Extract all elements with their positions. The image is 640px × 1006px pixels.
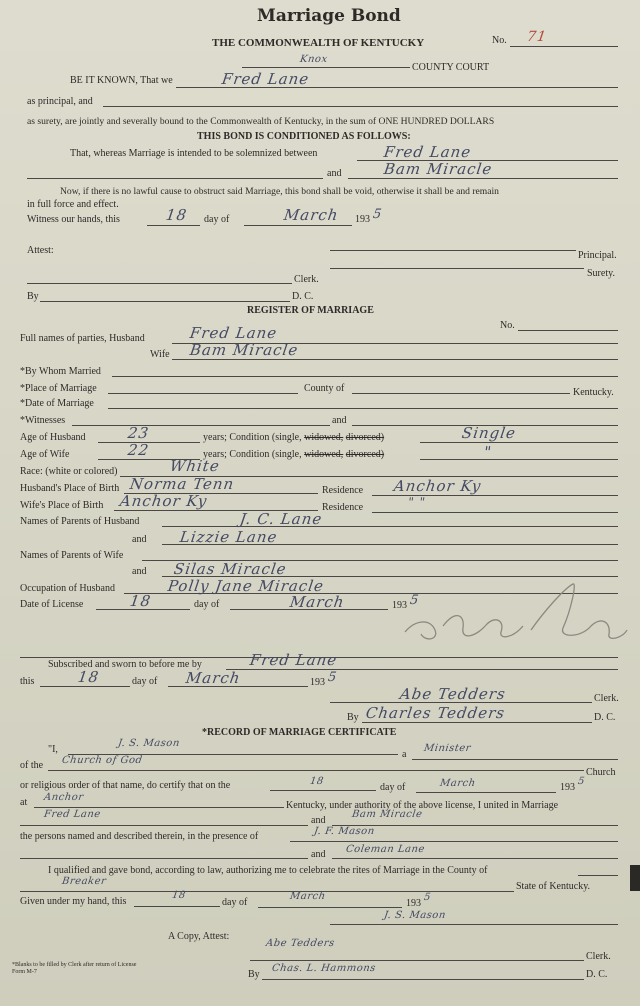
cert-year-prefix: 193 xyxy=(560,782,575,793)
condition-husband: Single xyxy=(460,424,518,442)
kentucky-authority-text: Kentucky, under authority of the above license, I united in Marriage xyxy=(286,800,559,811)
date-label: *Date of Marriage xyxy=(20,398,94,409)
qualified-text: I qualified and gave bond, according to law, authorizing me to celebrate the rites of Marriage in the County of xyxy=(48,865,488,876)
husband-name: Fred Lane xyxy=(188,324,279,342)
parents-wife-and: and xyxy=(132,566,147,577)
register-dc-signature: Charles Tedders xyxy=(364,704,507,722)
license-year: 5 xyxy=(408,593,421,608)
cert-county: Breaker xyxy=(61,876,108,887)
by-whom-label: *By Whom Married xyxy=(20,366,101,377)
husband-birth-label: Husband's Place of Birth xyxy=(20,483,120,494)
officiant-role: Minister xyxy=(423,743,472,754)
footnote-line2: Form M-7 xyxy=(12,969,37,975)
wife-residence: " " xyxy=(407,495,427,509)
register-clerk-signature: Abe Tedders xyxy=(398,685,508,703)
witness-month: March xyxy=(282,206,340,224)
copy-dc-label: D. C. xyxy=(586,969,608,980)
race-value: White xyxy=(168,457,222,475)
age-husband-label: Age of Husband xyxy=(20,432,86,443)
given-text: Given under my hand, this xyxy=(20,896,127,907)
cert-year: 5 xyxy=(577,776,586,787)
cert-witness1: J. F. Mason xyxy=(313,826,376,837)
subscribed-year-prefix: 193 xyxy=(310,677,325,688)
license-month: March xyxy=(288,593,346,611)
religious-order-text: or religious order of that name, do certify that on the xyxy=(20,780,231,791)
bond-by-label: By xyxy=(27,291,39,302)
parent-husband-1: J. C. Lane xyxy=(238,510,324,528)
state-label: State of Kentucky. xyxy=(516,881,591,892)
binder-clip xyxy=(630,865,640,891)
subscribed-day-of: day of xyxy=(132,676,158,687)
copy-clerk-signature: Abe Tedders xyxy=(265,938,336,949)
copy-by-label: By xyxy=(248,969,260,980)
age-wife-label: Age of Wife xyxy=(20,449,70,460)
kentucky-label: Kentucky. xyxy=(573,387,614,398)
cert-a-label: a xyxy=(402,749,407,760)
register-clerk-label: Clerk. xyxy=(594,693,619,704)
wife-birth-value: Anchor Ky xyxy=(118,492,209,510)
cert-day-of: day of xyxy=(380,782,406,793)
husband-birth-value: Norma Tenn xyxy=(128,475,236,493)
husband-residence-label: Residence xyxy=(322,485,364,496)
copy-attest-label: A Copy, Attest: xyxy=(168,931,230,942)
parents-husband-label: Names of Parents of Husband xyxy=(20,516,140,527)
subscribed-text: Subscribed and sworn to before me by xyxy=(48,659,202,670)
husband-residence: Anchor Ky xyxy=(392,477,483,495)
subscribed-year: 5 xyxy=(326,670,339,685)
wife-residence-label: Residence xyxy=(322,502,364,513)
witness-year: 5 xyxy=(371,207,384,222)
conditioned-heading: THIS BOND IS CONDITIONED AS FOLLOWS: xyxy=(197,131,411,142)
condition-label-h: years; Condition (single, widowed, divorced) xyxy=(203,432,385,443)
copy-dc-signature: Chas. L. Hammons xyxy=(271,963,377,974)
bond-county-value: Knox xyxy=(299,54,329,65)
given-month: March xyxy=(289,891,327,902)
full-names-label: Full names of parties, Husband xyxy=(20,333,145,344)
principal-name: Fred Lane xyxy=(220,70,311,88)
now-text-line1: Now, if there is no lawful cause to obstruct said Marriage, this bond shall be void, otherwise it shall be and remain xyxy=(60,186,499,197)
cert-and-label: and xyxy=(311,815,326,826)
place-label: *Place of Marriage xyxy=(20,383,97,394)
parents-husband-and: and xyxy=(132,534,147,545)
age-wife-value: 22 xyxy=(126,441,151,459)
witness-day-of: day of xyxy=(204,214,230,225)
condition-wife: " xyxy=(482,443,494,461)
license-day: 18 xyxy=(128,592,153,610)
copy-clerk-label: Clerk. xyxy=(586,951,611,962)
license-day-of: day of xyxy=(194,599,220,610)
date-license-label: Date of License xyxy=(20,599,84,610)
bond-and-label: and xyxy=(327,168,342,179)
cert-month: March xyxy=(439,778,477,789)
officiant-name: J. S. Mason xyxy=(117,738,181,749)
given-year: 5 xyxy=(423,892,432,903)
bond-clerk-label: Clerk. xyxy=(294,274,319,285)
bond-party2: Bam Miracle xyxy=(382,160,494,178)
given-day: 18 xyxy=(171,890,187,901)
cert-witness-and: and xyxy=(311,849,326,860)
parent-husband-2: Lizzie Lane xyxy=(178,528,279,546)
principal-label: Principal. xyxy=(578,250,617,261)
register-no-label: No. xyxy=(500,320,515,331)
wife-birth-label: Wife's Place of Birth xyxy=(20,500,104,511)
commonwealth-heading: THE COMMONWEALTH OF KENTUCKY xyxy=(212,37,425,49)
condition-label-w: years; Condition (single, widowed, divorced) xyxy=(203,449,385,460)
now-text-line2: in full force and effect. xyxy=(27,199,119,210)
cert-i-label: "I, xyxy=(48,744,58,755)
bond-dc-label: D. C. xyxy=(292,291,314,302)
persons-named-text: the persons named and described therein, in the presence of xyxy=(20,831,259,842)
as-principal-text: as principal, and xyxy=(27,96,93,107)
cert-groom: Fred Lane xyxy=(43,809,102,820)
document-title: Marriage Bond xyxy=(257,6,401,26)
cert-place: Anchor xyxy=(43,792,85,803)
bond-party1: Fred Lane xyxy=(382,143,473,161)
cert-bride: Bam Miracle xyxy=(351,809,424,820)
scribble-signature xyxy=(395,580,630,650)
age-husband-value: 23 xyxy=(126,424,151,442)
wife-label: Wife xyxy=(150,349,170,360)
parent-wife-2: Silas Miracle xyxy=(172,560,288,578)
register-by-label: By xyxy=(347,712,359,723)
surety-text: as surety, are jointly and severally bound to the Commonwealth of Kentucky, in the sum of ONE HUNDRED DOLLARS xyxy=(27,116,495,127)
register-dc-label: D. C. xyxy=(594,712,616,723)
cert-day: 18 xyxy=(309,776,325,787)
occupation-value: Polly Jane Miracle xyxy=(166,577,326,595)
parents-wife-label: Names of Parents of Wife xyxy=(20,550,124,561)
witness-day: 18 xyxy=(164,206,189,224)
wife-name: Bam Miracle xyxy=(188,341,300,359)
witnesses-label: *Witnesses xyxy=(20,415,66,426)
race-label: Race: (white or colored) xyxy=(20,466,118,477)
cert-of-the: of the xyxy=(20,760,44,771)
subscribed-day: 18 xyxy=(76,668,101,686)
cert-at-label: at xyxy=(20,797,28,808)
witness-year-prefix: 193 xyxy=(355,214,370,225)
attest-label: Attest: xyxy=(27,245,54,256)
certificate-heading: *RECORD OF MARRIAGE CERTIFICATE xyxy=(202,727,397,738)
license-year-prefix: 193 xyxy=(392,600,407,611)
county-of-label: County of xyxy=(304,383,345,394)
subscribed-month: March xyxy=(184,669,242,687)
subscribed-this: this xyxy=(20,676,35,687)
bond-no-label: No. xyxy=(492,35,507,46)
witness-text: Witness our hands, this xyxy=(27,214,120,225)
cert-witness2: Coleman Lane xyxy=(345,844,426,855)
officiant-signature: J. S. Mason xyxy=(383,910,447,921)
given-year-prefix: 193 xyxy=(406,898,421,909)
register-heading: REGISTER OF MARRIAGE xyxy=(247,305,374,316)
footnote-line1: *Blanks to be filled by Clerk after return of License xyxy=(12,962,137,968)
given-day-of: day of xyxy=(222,897,248,908)
be-it-known-text: BE IT KNOWN, That we xyxy=(70,75,173,86)
subscriber-name: Fred Lane xyxy=(248,651,339,669)
county-court-label: COUNTY COURT xyxy=(412,62,490,73)
whereas-text: That, whereas Marriage is intended to be solemnized between xyxy=(70,148,318,159)
church-label: Church xyxy=(586,767,616,778)
bond-number: 71 xyxy=(525,29,548,45)
occupation-label: Occupation of Husband xyxy=(20,583,115,594)
surety-label: Surety. xyxy=(587,268,615,279)
witnesses-and: and xyxy=(332,415,347,426)
church-name: Church of God xyxy=(61,755,144,766)
